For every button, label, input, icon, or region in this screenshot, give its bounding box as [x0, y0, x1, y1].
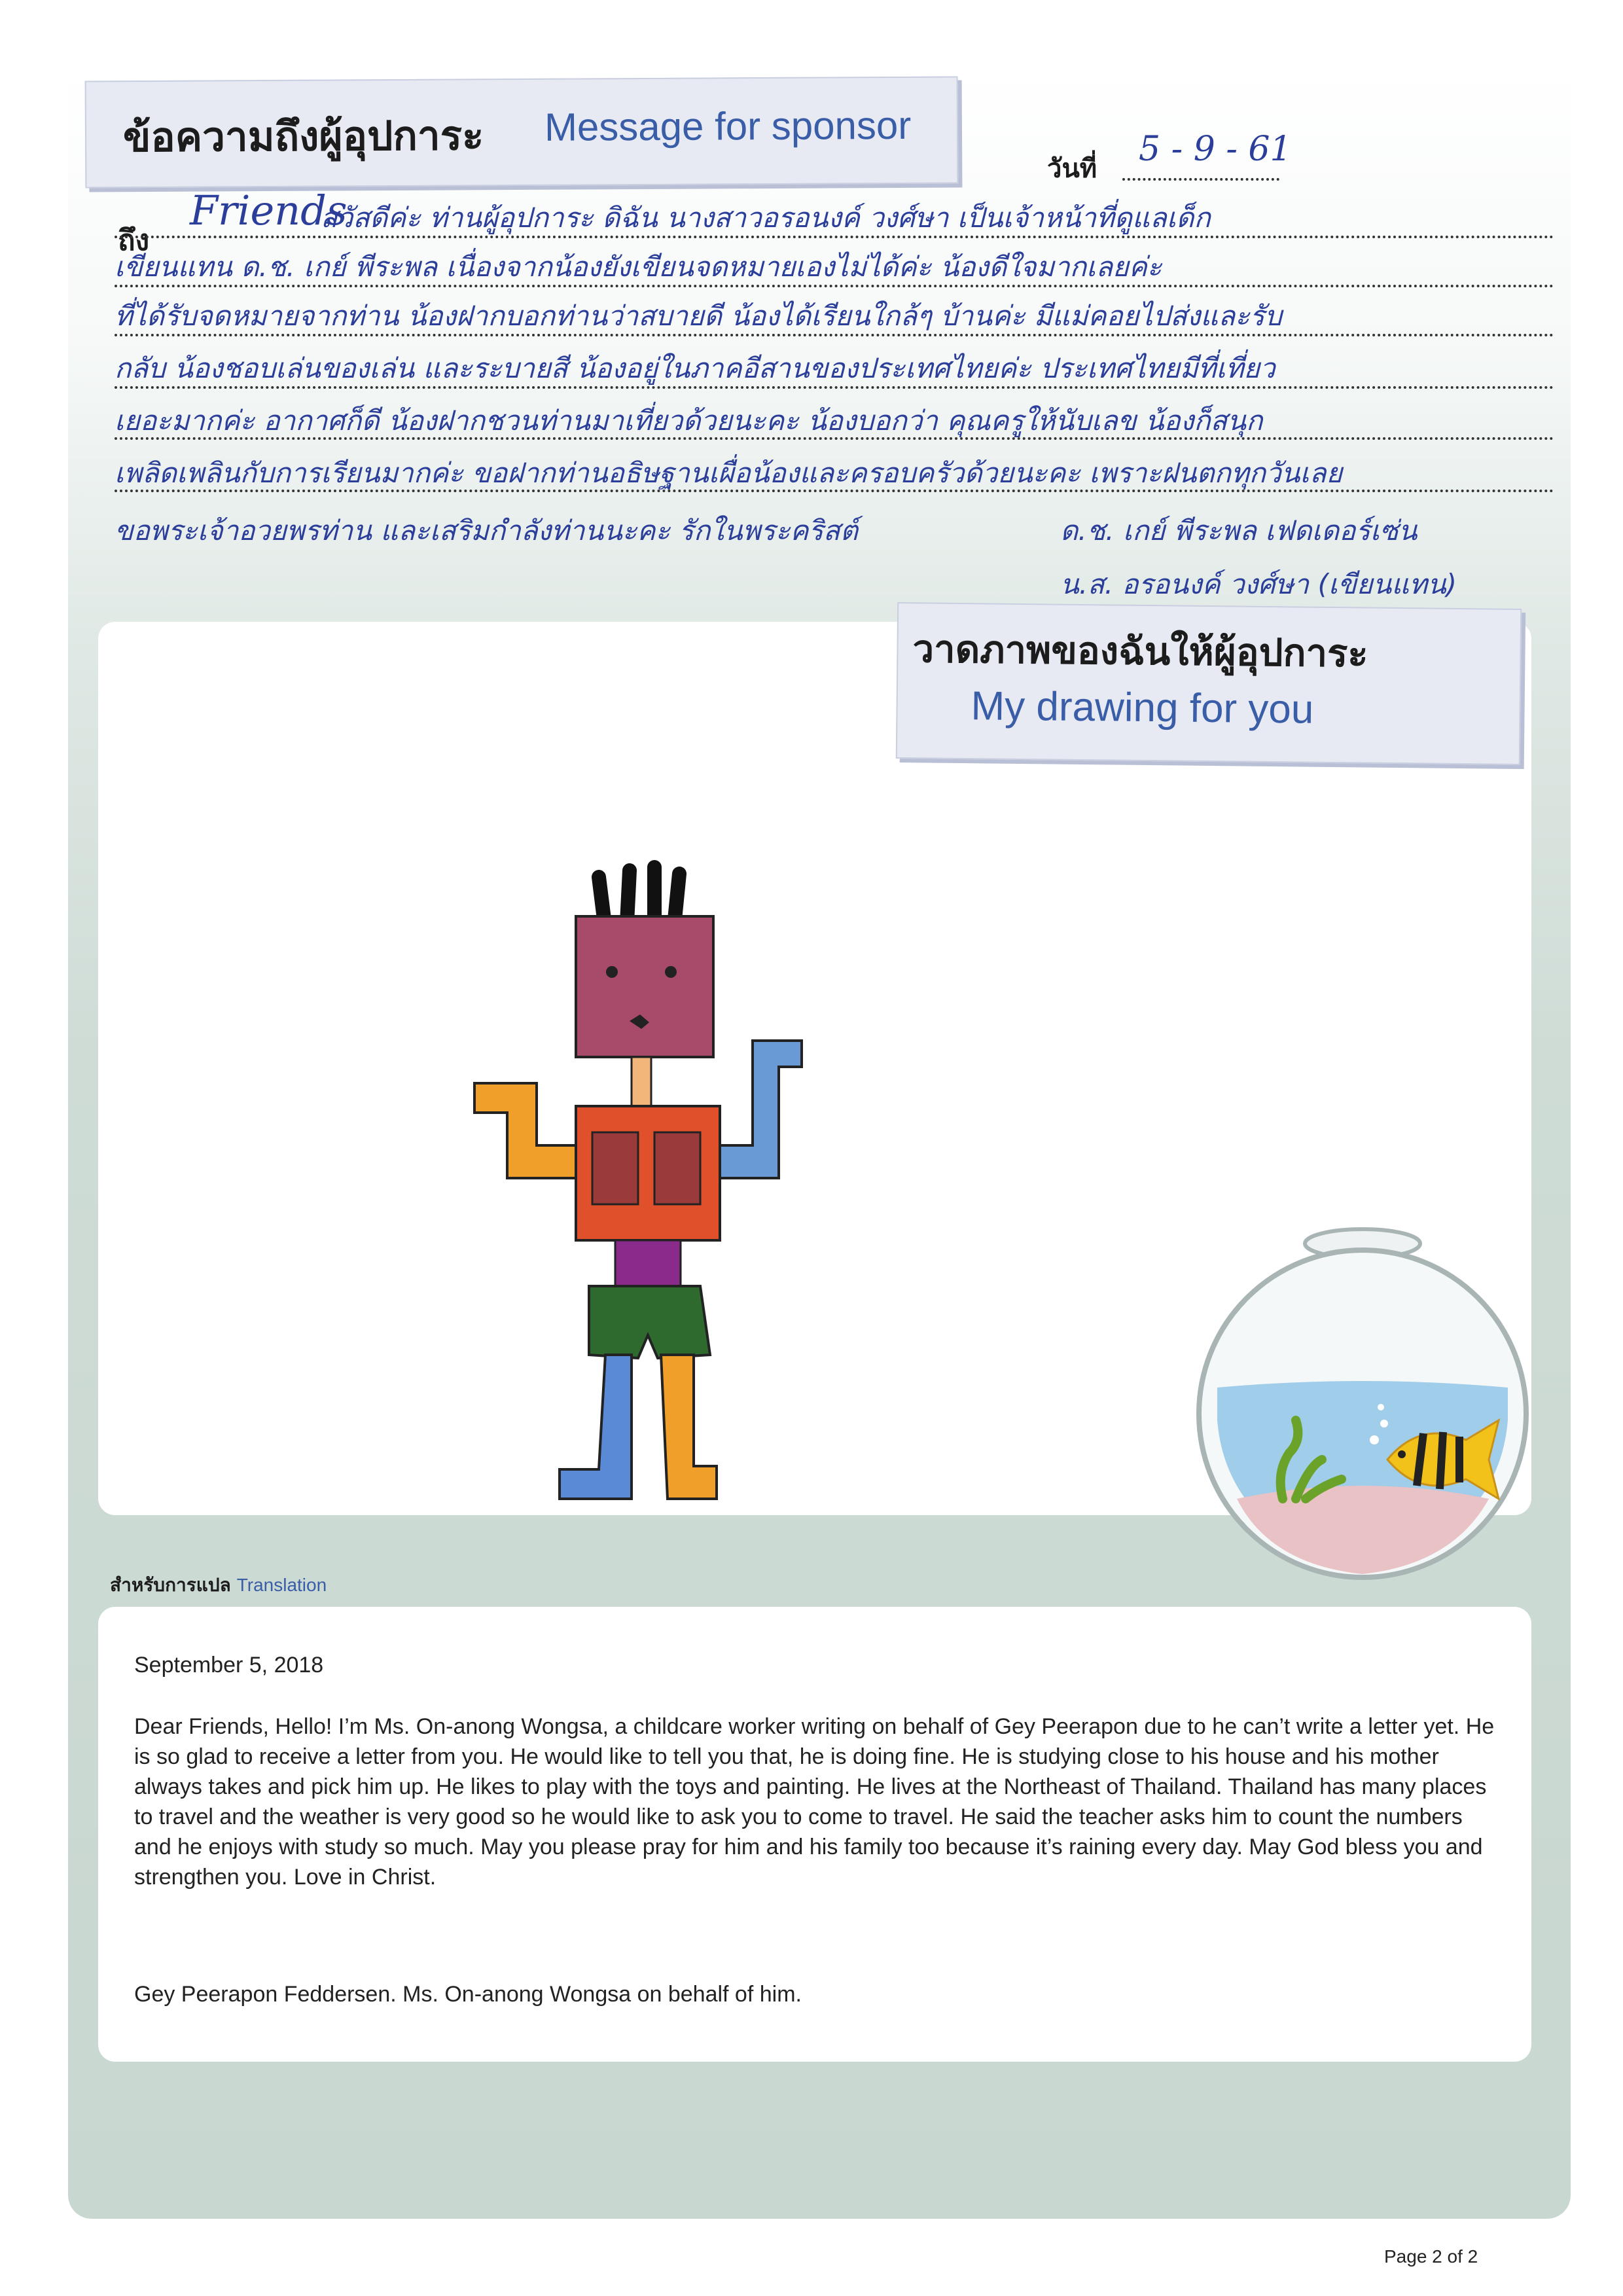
- drawing-title-thai: วาดภาพของฉันให้ผู้อุปการะ: [912, 626, 1368, 676]
- date-label: วันที่: [1047, 154, 1097, 184]
- robot-right-leg: [661, 1355, 717, 1499]
- handwritten-line-5: เยอะมากค่ะ อากาศก็ดี น้องฝากชวนท่านมาเที่ยวด้วยนะคะ น้องบอกว่า คุณครูให้นับเลข น้องก็สนุก: [115, 404, 1263, 437]
- header-title-english: Message for sponsor: [544, 103, 912, 149]
- dotted-line-5: [115, 437, 1554, 440]
- date-value: 5 - 9 - 61: [1139, 130, 1292, 169]
- dotted-line-4: [115, 386, 1554, 389]
- header-title-thai: ข้อความถึงผู้อุปการะ: [122, 111, 484, 162]
- handwritten-line-6: เพลิดเพลินกับการเรียนมากค่ะ ขอฝากท่านอธิษฐานเผื่อน้องและครอบครัวด้วยนะคะ เพราะฝนตกทุกวันเลย: [115, 457, 1343, 489]
- to-label: ถึง: [118, 224, 150, 257]
- page-number: Page 2 of 2: [1384, 2246, 1478, 2267]
- translation-label: [110, 1571, 327, 1600]
- robot-shorts: [589, 1286, 710, 1358]
- robot-left-leg: [560, 1355, 632, 1499]
- translation-label-english: Translation: [236, 1575, 327, 1595]
- translation-body: Dear Friends, Hello! I’m Ms. On-anong Wongsa, a childcare worker writing on behalf of Gey Peerapon due to he can’t write a letter yet. He is so glad to receive a letter from you. He would like to tell you that, he is doing fine. He is studying close to his house and his mother always takes and pick him up. He likes to play with the toys and painting. He lives at the Northeast of Thailand. Thailand has many places to travel and the weather is very good so he would like to ask you to come to travel. He said the teacher asks him to count the numbers and he enjoys with study so much. May you please pray for him and his family too because it’s raining every day. May God bless you and strengthen you. Love in Christ.: [134, 1714, 1495, 1890]
- handwritten-line-3: ที่ได้รับจดหมายจากท่าน น้องฝากบอกท่านว่าสบายดี น้องได้เรียนใกล้ๆ บ้านค่ะ มีแม่คอยไปส่งและรับ: [115, 300, 1282, 332]
- handwritten-line-2: เขียนแทน ด.ช. เกย์ พีระพล เนื่องจากน้องยังเขียนจดหมายเองไม่ได้ค่ะ น้องดีใจมากเลยค่ะ: [115, 251, 1162, 283]
- robot-left-arm: [474, 1083, 576, 1178]
- signature-child: ด.ช. เกย์ พีระพล เฟดเดอร์เซ่น: [1060, 514, 1418, 547]
- handwritten-line-7: ขอพระเจ้าอวยพรท่าน และเสริมกำลังท่านนะคะ รักในพระคริสต์: [115, 514, 858, 547]
- drawing-header-bar: [896, 602, 1522, 765]
- robot-head: [576, 916, 713, 1057]
- signature-writer: น.ส. อรอนงค์ วงศ์ษา (เขียนแทน): [1060, 568, 1457, 600]
- drawing-title-english: My drawing for you: [971, 683, 1314, 732]
- translation-label-thai: สำหรับการแปล: [110, 1574, 231, 1596]
- to-value: Friends: [190, 187, 348, 234]
- translation-date: September 5, 2018: [134, 1653, 324, 1677]
- robot-drawing: [458, 851, 916, 1525]
- dotted-line-2: [115, 285, 1554, 287]
- date-dotted-line: [1122, 178, 1279, 181]
- dotted-line-3: [115, 334, 1554, 336]
- handwritten-line-1: สวัสดีค่ะ ท่านผู้อุปการะ ดิฉัน นางสาวอรอนงค์ วงศ์ษา เป็นเจ้าหน้าที่ดูแลเด็ก: [321, 202, 1211, 234]
- robot-right-arm: [720, 1041, 802, 1178]
- dotted-line-6: [115, 490, 1554, 492]
- dotted-line-1: [115, 236, 1554, 238]
- message-header-bar: [85, 77, 959, 188]
- translation-signature: Gey Peerapon Feddersen. Ms. On-anong Wongsa on behalf of him.: [134, 1982, 802, 2007]
- fishbowl-illustration: [1191, 1224, 1544, 1590]
- handwritten-line-4: กลับ น้องชอบเล่นของเล่น และระบายสี น้องอยู่ในภาคอีสานของประเทศไทยค่ะ ประเทศไทยมีที่เที่ยว: [115, 352, 1275, 384]
